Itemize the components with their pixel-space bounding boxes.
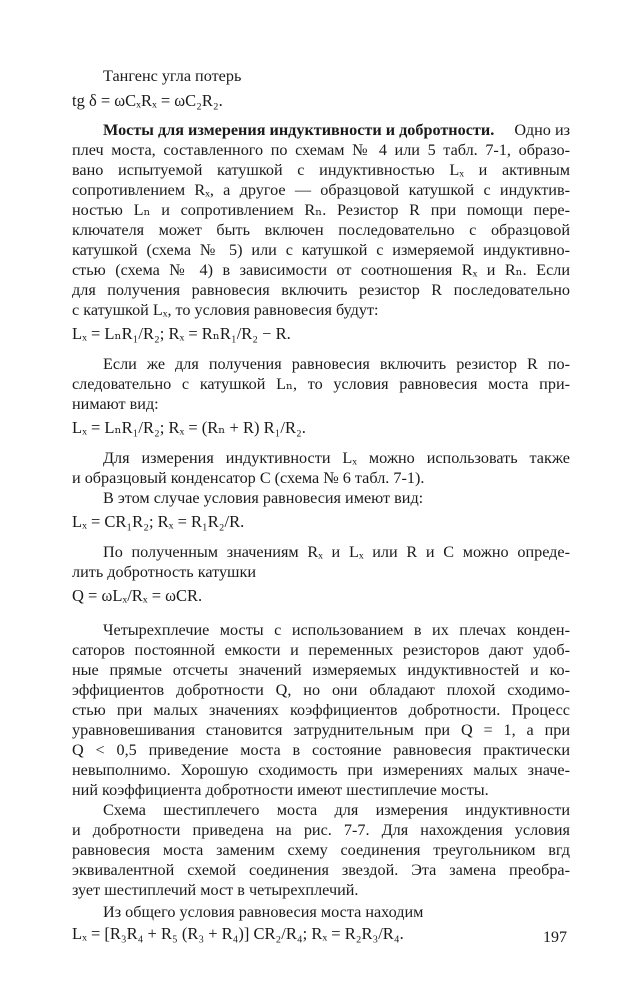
text-line: сопротивлением Rₓ, а другое — образцовой катушкой с индуктив- bbox=[72, 181, 570, 199]
text-line: для получения равновесия включить резистор R последовательно bbox=[72, 281, 570, 299]
text-line: стью (схема № 4) в зависимости от соотношения Rₓ и Rₙ. Если bbox=[72, 261, 570, 279]
text-line: ностью Lₙ и сопротивлением Rₙ. Резистор R при помощи пере- bbox=[72, 201, 570, 219]
text-line: катушкой (схема № 5) или с катушкой с измеряемой индуктивно- bbox=[72, 241, 570, 259]
text-line: В этом случае условия равновесия имеют вид: bbox=[103, 489, 424, 507]
text-line: Q < 0,5 приведение моста в состояние равновесия практически bbox=[72, 741, 570, 759]
formula: tg δ = ωCₓRₓ = ωC₂R₂. bbox=[72, 91, 223, 110]
text-line: ные прямые отсчеты значений измеряемых индуктивностей и ко- bbox=[72, 661, 570, 679]
text-line: плеч моста, составленного по схемам № 4 или 5 табл. 7-1, образо- bbox=[72, 141, 570, 159]
text-line: саторов постоянной емкости и переменных резисторов дают удоб- bbox=[72, 641, 570, 659]
text-line: уравновешивания становится затруднительным при Q = 1, а при bbox=[72, 721, 570, 739]
formula: Lₓ = LₙR₁/R₂; Rₓ = RₙR₁/R₂ − R. bbox=[72, 324, 291, 343]
text-line: Для измерения индуктивности Lₓ можно использовать также bbox=[103, 449, 570, 467]
text-line: эффициентов добротности Q, но они обладают плохой сходимо- bbox=[72, 681, 570, 699]
text-line: ключателя может быть включен последовательно с образцовой bbox=[72, 221, 570, 239]
text-line: Одно из bbox=[514, 121, 570, 139]
text-line: Схема шестиплечего моста для измерения индуктивности bbox=[103, 801, 570, 819]
section-heading: Мосты для измерения индуктивности и добротности. bbox=[103, 121, 495, 139]
text-line: вано испытуемой катушкой с индуктивностью Lₓ и активным bbox=[72, 161, 570, 179]
text-line: следовательно с катушкой Lₙ, то условия равновесия моста при- bbox=[72, 375, 570, 393]
text-line: равновесия моста заменим схему соединения треугольником вгд bbox=[72, 841, 570, 859]
page-number: 197 bbox=[543, 929, 567, 946]
text-line: Из общего условия равновесия моста находим bbox=[103, 903, 424, 921]
text-line: ний коэффициента добротности имеют шестиплечие мосты. bbox=[72, 781, 489, 799]
text-line: стью при малых значениях коэффициентов добротности. Процесс bbox=[72, 701, 570, 719]
text-line: и добротности приведена на рис. 7-7. Для нахождения условия bbox=[72, 821, 570, 839]
text-line: зует шестиплечий мост в четырехплечий. bbox=[72, 881, 359, 899]
formula: Lₓ = CR₁R₂; Rₓ = R₁R₂/R. bbox=[72, 512, 245, 531]
text-line: лить добротность катушки bbox=[72, 563, 257, 581]
text-line: эквивалентной схемой соединения звездой. Эта замена преобра- bbox=[72, 861, 570, 879]
text-line: нимают вид: bbox=[72, 395, 159, 413]
text-line: Тангенс угла потерь bbox=[103, 67, 242, 85]
text-line: Четырехплечие мосты с использованием в их плечах конден- bbox=[103, 621, 570, 639]
text-line: и образцовый конденсатор C (схема № 6 табл. 7-1). bbox=[72, 469, 425, 487]
text-line: с катушкой Lₓ, то условия равновесия будут: bbox=[72, 301, 379, 319]
formula: Q = ωLₓ/Rₓ = ωCR. bbox=[72, 586, 203, 605]
formula: Lₓ = [R₃R₄ + R₅ (R₃ + R₄)] CR₂/R₄; Rₓ = R₂R₃/R₄. bbox=[72, 924, 404, 943]
formula: Lₓ = LₙR₁/R₂; Rₓ = (Rₙ + R) R₁/R₂. bbox=[72, 418, 306, 437]
text-line: Если же для получения равновесия включить резистор R по- bbox=[103, 355, 570, 373]
text-line: По полученным значениям Rₓ и Lₓ или R и C можно опреде- bbox=[103, 543, 570, 561]
text-line: невыполнимо. Хорошую сходимость при измерениях малых значе- bbox=[72, 761, 570, 779]
